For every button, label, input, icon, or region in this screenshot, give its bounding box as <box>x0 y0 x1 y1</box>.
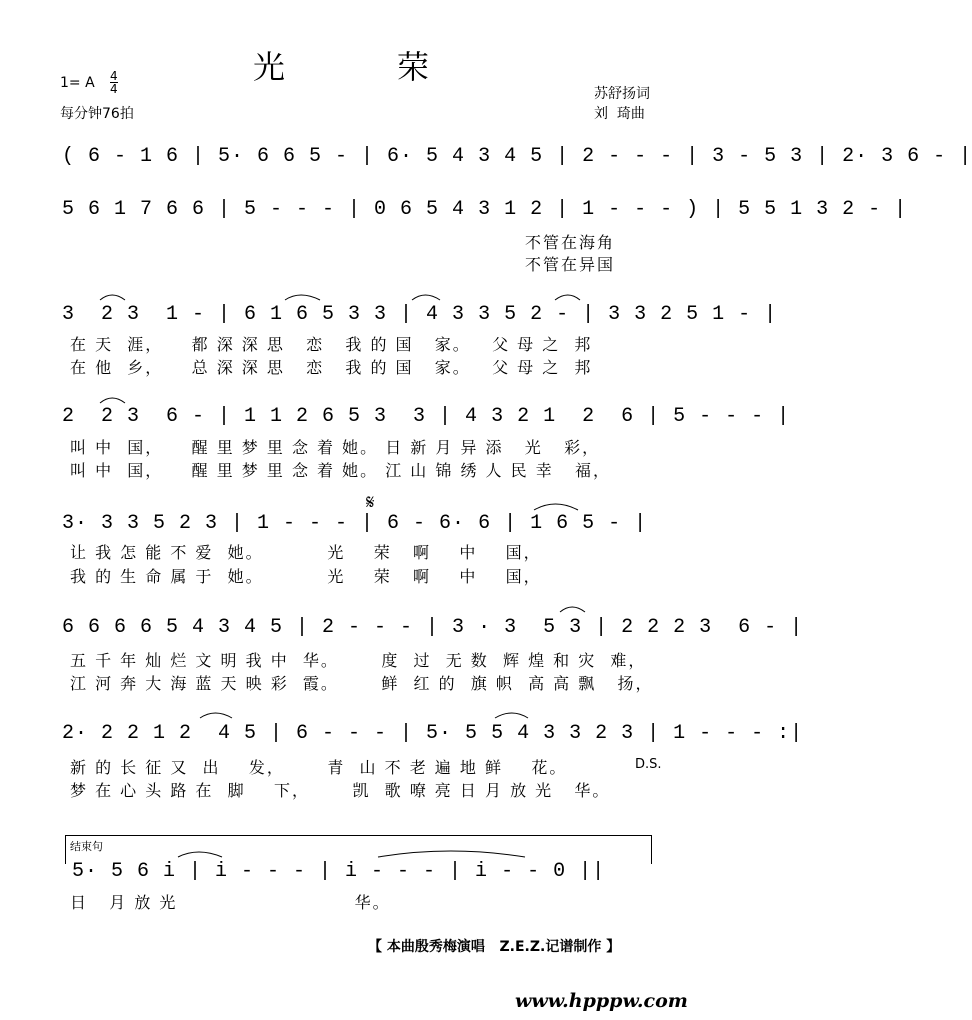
tempo-marking: 每分钟76拍 <box>60 106 134 122</box>
lyric-row-5-verse-2: 我 的 生 命 属 于 她。 光 荣 啊 中 国， <box>70 567 542 586</box>
slur-10 <box>178 852 222 857</box>
slur-11 <box>378 851 525 857</box>
lyric-row-3-verse-1: 在 天 涯， 都 深 深 思 恋 我 的 国 家。 父 母 之 邦 <box>70 335 593 354</box>
lyric-row-7-verse-2: 梦 在 心 头 路 在 脚 下， 凯 歌 嘹 亮 日 月 放 光 华。 <box>70 781 611 800</box>
notation-row-8: 5· 5 6 i | i - - - | i - - - | i - - 0 || <box>72 860 606 883</box>
performance-credit: 【 本曲殷秀梅演唱 Z.E.Z.记谱制作 】 <box>368 939 621 955</box>
lyric-row-5-verse-1: 让 我 怎 能 不 爱 她。 光 荣 啊 中 国， <box>70 543 542 562</box>
time-sig-top: 4 <box>110 69 118 83</box>
song-title: 光 荣 <box>252 48 469 86</box>
key-signature: 1= A <box>60 75 95 91</box>
lyric-row-3-verse-2: 在 他 乡， 总 深 深 思 恋 我 的 国 家。 父 母 之 邦 <box>70 358 593 377</box>
ds-marking: D.S. <box>635 757 662 772</box>
lyric-row-4-verse-1: 叫 中 国， 醒 里 梦 里 念 着 她。 日 新 月 异 添 光 彩， <box>70 438 601 457</box>
slur-group <box>100 295 585 857</box>
notation-row-4: 2 2 3 6 - | 1 1 2 6 5 3 3 | 4 3 2 1 2 6 | 5 - - - | <box>62 405 791 428</box>
segno-sign: 𝄋 <box>366 490 375 514</box>
lyricist-credit: 苏舒扬词 <box>594 86 650 102</box>
website-watermark: www.hpppw.com <box>515 990 688 1012</box>
lyric-row-7-verse-1: 新 的 长 征 又 出 发， 青 山 不 老 遍 地 鲜 花。 <box>70 758 568 777</box>
lyric-row-2-verse-2: 不管在异国 <box>525 255 616 274</box>
notation-row-6: 6 6 6 6 5 4 3 4 5 | 2 - - - | 3 · 3 5 3 | 2 2 2 3 6 - | <box>62 616 804 639</box>
slur-4 <box>555 295 580 300</box>
lyric-row-6-verse-1: 五 千 年 灿 烂 文 明 我 中 华。 度 过 无 数 辉 煌 和 灾 难， <box>70 651 647 670</box>
notation-row-1: ( 6 - 1 6 | 5· 6 6 5 - | 6· 5 4 3 4 5 | 2 - - - | 3 - 5 3 | 2· 3 6 - | <box>62 145 972 168</box>
notation-row-7: 2· 2 2 1 2 4 5 | 6 - - - | 5· 5 5 4 3 3 2 3 | 1 - - - :| <box>62 722 804 745</box>
lyric-row-2-verse-1: 不管在海角 <box>525 233 616 252</box>
composer-credit: 刘 琦曲 <box>594 106 645 122</box>
notation-row-5: 3· 3 3 5 2 3 | 1 - - - | 6 - 6· 6 | 1 6 5 - | <box>62 512 648 535</box>
slur-6 <box>560 607 585 612</box>
notation-row-2: 5 6 1 7 6 6 | 5 - - - | 0 6 5 4 3 1 2 | 1 - - - ) | 5 5 1 3 2 - | <box>62 198 908 221</box>
slur-9 <box>534 504 578 510</box>
ending-label: 结束句 <box>70 840 103 853</box>
slur-3 <box>412 295 440 300</box>
slur-1 <box>100 295 125 300</box>
slur-5 <box>100 398 125 403</box>
lyric-row-4-verse-2: 叫 中 国， 醒 里 梦 里 念 着 她。 江 山 锦 绣 人 民 幸 福， <box>70 461 611 480</box>
slur-8 <box>495 713 528 718</box>
lyric-row-6-verse-2: 江 河 奔 大 海 蓝 天 映 彩 霞。 鲜 红 的 旗 帜 高 高 飘 扬， <box>70 674 654 693</box>
time-sig-bottom: 4 <box>110 82 118 96</box>
lyric-row-8: 日 月 放 光 华。 <box>70 893 391 912</box>
slur-7 <box>200 713 232 718</box>
notation-row-3: 3 2 3 1 - | 6 1 6 5 3 3 | 4 3 3 5 2 - | 3 3 2 5 1 - | <box>62 303 778 326</box>
slur-2 <box>285 295 320 300</box>
